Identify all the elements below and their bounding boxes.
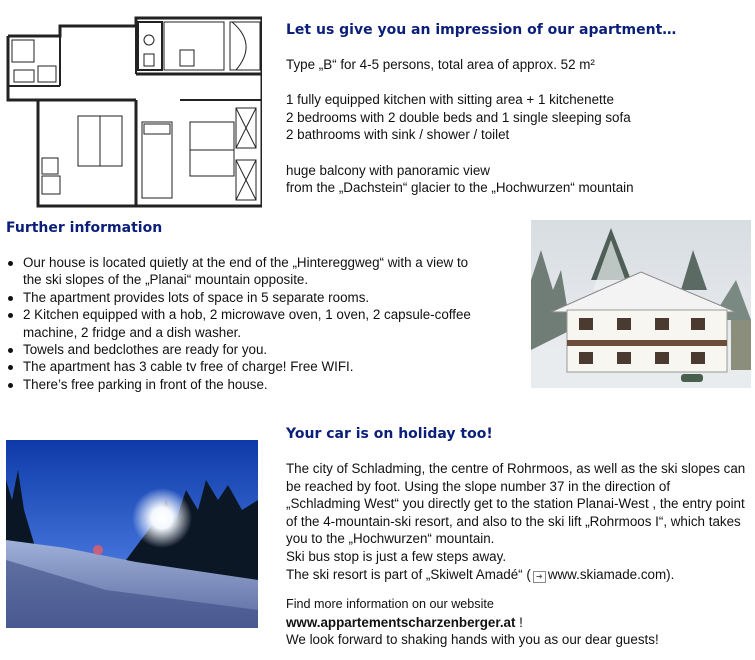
website-link[interactable]: www.appartementscharzenberger.at <box>286 614 516 630</box>
external-link-icon[interactable]: ➔ <box>533 571 546 583</box>
further-heading: Further information <box>6 220 163 236</box>
apartment-description <box>286 56 751 197</box>
balcony-line-1: huge balcony with panoramic view <box>286 162 490 178</box>
ski-slope-photo <box>6 440 258 628</box>
more-info-text: Find more information on our website <box>286 597 494 612</box>
list-item: 2 Kitchen equipped with a hob, 2 microwave oven, 1 oven, 2 capsule-coffee machine, 2 fridge and a dish washer. <box>6 306 476 341</box>
car-section <box>286 460 748 649</box>
website-suffix: ! <box>515 614 523 630</box>
car-heading: Your car is on holiday too! <box>286 426 493 442</box>
ski-resort-line <box>286 566 748 584</box>
list-item: There’s free parking in front of the house. <box>6 376 476 393</box>
feature-bathrooms: 2 bathrooms with sink / shower / toilet <box>286 127 510 143</box>
house-photo <box>531 220 751 388</box>
list-item: The apartment has 3 cable tv free of charge! Free WIFI. <box>6 358 476 375</box>
closing-text: We look forward to shaking hands with you as our dear guests! <box>286 632 659 648</box>
list-item: Our house is located quietly at the end of the „Hintereggweg“ with a view to the ski slopes of the „Planai“ mountain opposite. <box>6 254 476 289</box>
further-list <box>6 254 476 393</box>
list-item: Towels and bedclothes are ready for you. <box>6 341 476 358</box>
resort-prefix: The ski resort is part of „Skiwelt Amadé“ ( <box>286 566 531 582</box>
skiamade-link[interactable]: www.skiamade.com <box>547 566 667 582</box>
feature-bedrooms: 2 bedrooms with 2 double beds and 1 single sleeping sofa <box>286 109 631 125</box>
apartment-type: Type „B“ for 4-5 persons, total area of approx. 52 m² <box>286 57 595 72</box>
list-item: The apartment provides lots of space in 5 separate rooms. <box>6 289 476 306</box>
resort-suffix: ). <box>666 566 675 582</box>
apartment-heading: Let us give you an impression of our apartment… <box>286 22 677 38</box>
ski-bus-note: Ski bus stop is just a few steps away. <box>286 548 507 564</box>
car-paragraph: The city of Schladming, the centre of Rohrmoos, as well as the ski slopes can be reached by foot. Using the slope number 37 in the direction of „Schladming West“ you directly get to the station Planai-West , the entry point of the 4-mountain-ski resort, and also to the ski lift „Rohrmoos I“, which takes you to the „Hochwurzen“ mountain. <box>286 461 746 547</box>
feature-kitchen: 1 fully equipped kitchen with sitting area + 1 kitchenette <box>286 92 614 108</box>
website-line <box>286 614 748 632</box>
floor-plan <box>4 14 262 210</box>
balcony-line-2: from the „Dachstein“ glacier to the „Hochwurzen“ mountain <box>286 180 634 196</box>
